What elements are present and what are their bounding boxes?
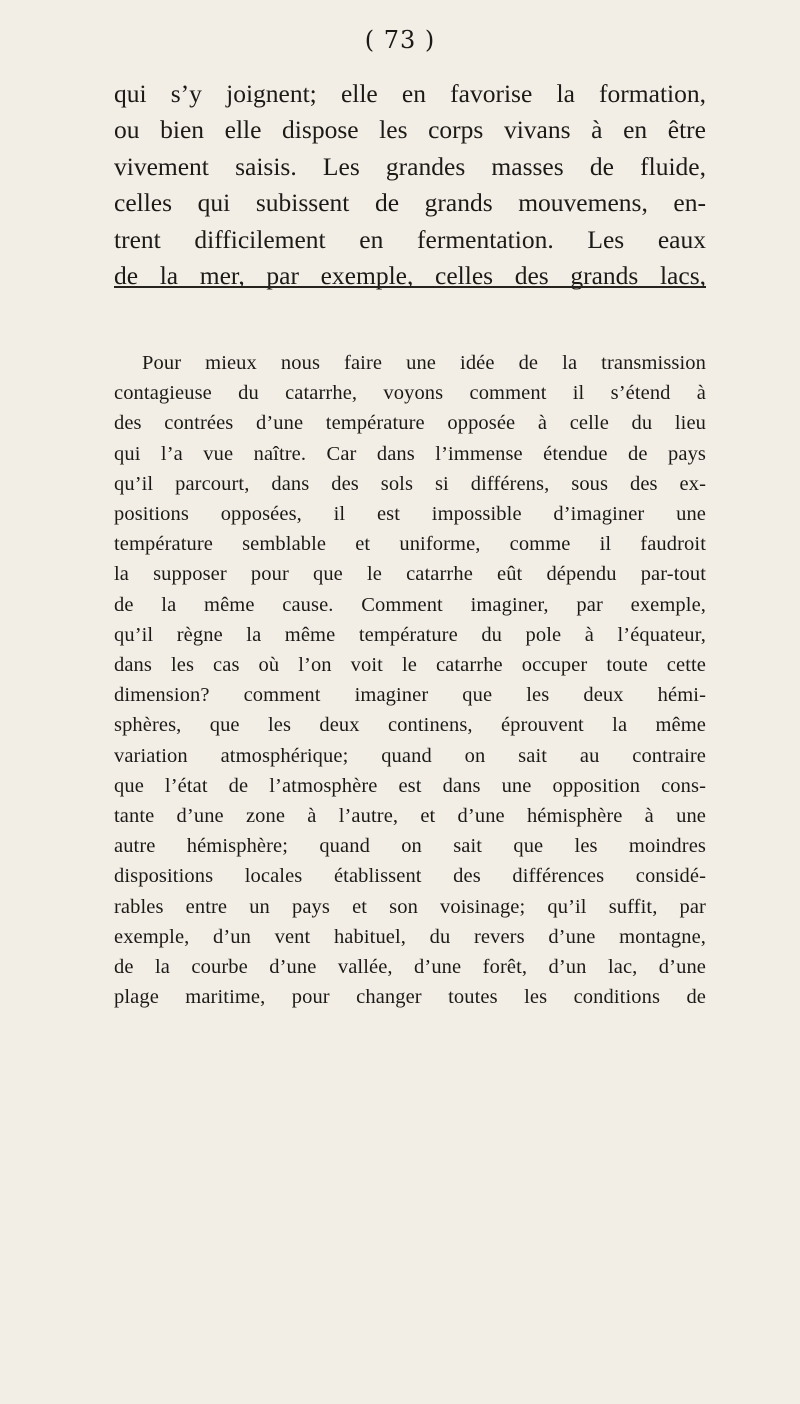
footnote-line: autre hémisphère; quand on sait que les moindres <box>114 835 706 858</box>
footnote-block <box>114 348 706 1012</box>
footnote-line: positions opposées, il est impossible d’imaginer une <box>114 503 706 526</box>
footnote-line: température semblable et uniforme, comme il faudroit <box>114 533 706 556</box>
main-text-line: ou bien elle dispose les corps vivans à en être <box>114 115 706 145</box>
footnote-line: rables entre un pays et son voisinage; qu’il suffit, par <box>114 895 706 918</box>
footnote-line: dimension? comment imaginer que les deux hémi- <box>114 684 706 707</box>
footnote-line: contagieuse du catarrhe, voyons comment il s’étend à <box>114 382 706 405</box>
footnote-line: qu’il règne la même température du pole à l’équateur, <box>114 623 706 646</box>
main-text-line: celles qui subissent de grands mouvemens, en- <box>114 188 706 218</box>
main-text-line: vivement saisis. Les grandes masses de fluide, <box>114 151 706 181</box>
footnote-line: qu’il parcourt, dans des sols si différens, sous des ex- <box>114 472 706 495</box>
footnote-line: variation atmosphérique; quand on sait au contraire <box>114 744 706 767</box>
main-text-line: trent difficilement en fermentation. Les eaux <box>114 224 706 254</box>
footnote-line: exemple, d’un vent habituel, du revers d’une montagne, <box>114 925 706 948</box>
footnote-line: la supposer pour que le catarrhe eût dépendu par-tout <box>114 563 706 586</box>
footnote-line: dans les cas où l’on voit le catarrhe occuper toute cette <box>114 654 706 677</box>
footnote-line: tante d’une zone à l’autre, et d’une hémisphère à une <box>114 805 706 828</box>
footnote-line: des contrées d’une température opposée à celle du lieu <box>114 412 706 435</box>
page-number: ( 73 ) <box>364 26 436 54</box>
footnote-divider <box>114 286 706 288</box>
main-text-line: qui s’y joignent; elle en favorise la formation, <box>114 79 706 108</box>
footnote-line: plage maritime, pour changer toutes les conditions de <box>114 986 706 1009</box>
footnote-line: de la même cause. Comment imaginer, par exemple, <box>114 593 706 616</box>
main-text-block <box>114 76 706 294</box>
footnote-line: qui l’a vue naître. Car dans l’immense étendue de pays <box>114 442 706 465</box>
footnote-line: que l’état de l’atmosphère est dans une opposition cons- <box>114 774 706 797</box>
main-text-line: de la mer, par exemple, celles des grands lacs, <box>114 261 706 291</box>
footnote-line: Pour mieux nous faire une idée de la transmission <box>142 352 706 374</box>
footnote-line: sphères, que les deux continens, éprouvent la même <box>114 714 706 737</box>
footnote-line: de la courbe d’une vallée, d’une forêt, d’un lac, d’une <box>114 956 706 979</box>
footnote-line: dispositions locales établissent des différences considé- <box>114 865 706 888</box>
